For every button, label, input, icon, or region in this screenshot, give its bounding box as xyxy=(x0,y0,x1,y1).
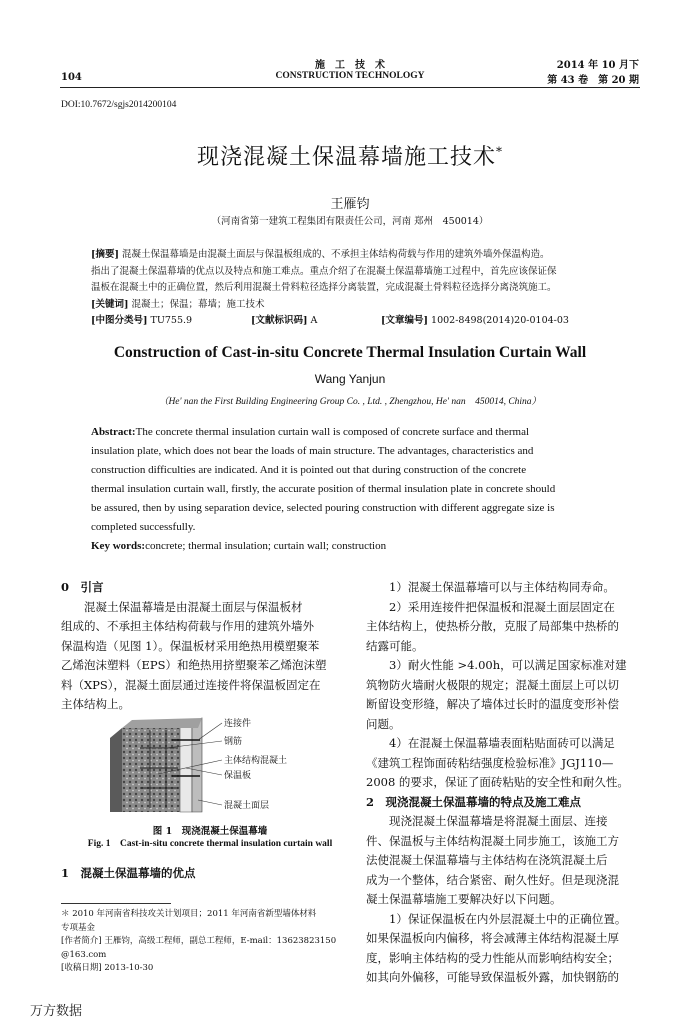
item-3: 3）耐火性能 >4.00h，可以满足国家标准对建 xyxy=(389,658,627,672)
doc-code-value: A xyxy=(310,315,318,326)
keywords-cn xyxy=(91,297,631,314)
paragraph-line: 现浇混凝土保温幕墙是将混凝土面层、连接 xyxy=(389,814,608,828)
abstract-en-line: thermal insulation curtain wall, firstly, the accurate position of thermal insulation plate in concrete should xyxy=(91,483,556,495)
section-1-heading: 1 混凝土保温幕墙的优点 xyxy=(61,866,196,880)
paragraph-line: 混凝土保温幕墙是由混凝土面层与保温板材 xyxy=(84,599,303,614)
figure-1-caption-en-text: Cast-in-situ concrete thermal insulation curtain wall xyxy=(119,839,333,849)
journal-name-en: CONSTRUCTION TECHNOLOGY xyxy=(275,71,425,81)
abstract-en-line: construction difficulties are indicated. And it is pointed out that during construction of the concrete xyxy=(91,464,527,476)
footnote-line: 专项基金 xyxy=(61,922,96,933)
item-3-cont: 问题。 xyxy=(366,716,401,731)
figure-label-facing: 混凝土面层 xyxy=(224,801,270,811)
title-footnote-mark: * xyxy=(496,144,503,159)
item-2-cont: 主体结构上，使热桥分散，克服了局部集中热桥的 xyxy=(366,619,619,633)
clc-label: [中图分类号] xyxy=(91,315,148,326)
paragraph-line: 度，影响主体结构的受力性能从而影响结构安全； xyxy=(366,950,619,965)
abstract-cn-line: 指出了混凝土保温幕墙的优点以及特点和施工难点。重点介绍了在混凝土保温幕墙施工过程中，首先应该保证保 xyxy=(91,265,557,277)
figure-1-drawing xyxy=(110,708,330,813)
keywords-en xyxy=(91,537,619,556)
volume-issue: 第 43 卷 第 20 期 xyxy=(547,75,639,86)
keywords-cn-text: 混凝土；保温；幕墙；施工技术 xyxy=(131,298,265,310)
figure-1-caption-en xyxy=(61,839,359,849)
keywords-en-label: Key words: xyxy=(91,540,146,552)
paragraph-line: 乙烯泡沫塑料（EPS）和绝热用挤塑聚苯乙烯泡沫塑 xyxy=(61,658,327,672)
abstract-cn-label: [摘要] xyxy=(91,249,119,260)
abstract-cn-line xyxy=(91,247,631,264)
paragraph-line: 料（XPS），混凝土面层通过连接件将保温板固定在 xyxy=(61,677,321,692)
paragraph-line: 如果保温板向内偏移，将会减薄主体结构混凝土厚 xyxy=(366,931,619,945)
classification-line xyxy=(91,313,631,330)
abstract-en-label: Abstract: xyxy=(91,426,136,438)
affiliation-en: （He' nan the First Building Engineering Group Co. , Ltd. , Zhengzhou, He' nan 450014, China） xyxy=(158,397,542,407)
footnote xyxy=(61,908,359,976)
abstract-cn-text: 混凝土保温幕墙是由混凝土面层与保温板组成的、不承担主体结构荷载与作用的建筑外墙外保温构造。 xyxy=(122,249,550,260)
abstract-en-line: insulation plate, which does not bear the loads of main structure. The advantages, characteristics and xyxy=(91,445,534,457)
section-2-heading: 2 现浇混凝土保温幕墙的特点及施工难点 xyxy=(366,794,581,809)
journal-name-cn: 施 工 技 术 xyxy=(315,60,385,71)
item-4: 4）在混凝土保温幕墙表面粘贴面砖可以满足 xyxy=(389,736,615,750)
left-column xyxy=(61,578,359,715)
footnote-rule xyxy=(61,903,171,904)
abstract-en xyxy=(91,423,619,556)
title-cn-text: 现浇混凝土保温幕墙施工技术 xyxy=(196,145,496,170)
paragraph-line: 成为一个整体，结合紧密、耐久性好。但是现浇混 xyxy=(366,872,619,887)
abstract-en-line xyxy=(91,423,619,442)
item-2-cont: 结露可能。 xyxy=(366,638,424,653)
figure-label-insulation: 保温板 xyxy=(224,771,252,781)
keywords-cn-label: [关键词] xyxy=(91,298,129,310)
title-en: Construction of Cast-in-situ Concrete Thermal Insulation Curtain Wall xyxy=(113,344,587,361)
section-0-heading: 0 引言 xyxy=(61,580,104,594)
abstract-en-line: completed successfully. xyxy=(91,521,196,533)
figure-wedge xyxy=(110,728,122,812)
abstract-en-text: The concrete thermal insulation curtain wall is composed of concrete surface and thermal xyxy=(135,426,530,438)
footnote-line: @163.com xyxy=(61,949,107,960)
figure-1-caption-en-label: Fig. 1 xyxy=(87,839,111,849)
item-2: 2）采用连接件把保温板和混凝土面层固定在 xyxy=(389,599,615,614)
author-cn: 王雁钧 xyxy=(330,197,370,212)
affiliation-cn: （河南省第一建筑工程集团有限责任公司，河南 郑州 450014） xyxy=(211,216,489,227)
header-rule xyxy=(60,87,640,88)
item-4-cont: 2008 的要求，保证了面砖粘贴的安全性和耐久性。 xyxy=(366,775,629,789)
right-column xyxy=(366,578,646,988)
footnote-line: [收稿日期] 2013-10-30 xyxy=(61,963,154,973)
paragraph-line: 法使混凝土保温幕墙与主体结构在浇筑混凝土后 xyxy=(366,853,608,867)
figure-1-caption-cn: 图 1 现浇混凝土保温幕墙 xyxy=(152,826,268,837)
doc-code-label: [文献标识码] xyxy=(251,315,308,326)
article-id-label: [文章编号] xyxy=(381,315,428,326)
issue-date: 2014 年 10 月下 xyxy=(556,60,639,71)
item-3-cont: 筑物防火墙耐火极限的规定；混凝土面层上可以切 xyxy=(366,677,619,692)
item-4-cont: 《建筑工程饰面砖粘结强度检验标准》JGJ110— xyxy=(366,755,614,770)
article-id-field xyxy=(381,313,569,330)
clc-field xyxy=(91,313,192,330)
author-en: Wang Yanjun xyxy=(314,372,386,386)
paragraph-line: 如其向外偏移，可能导致保温板外露，加快钢筋的 xyxy=(366,970,619,984)
abstract-cn-line: 温板在混凝土中的正确位置，然后利用混凝土骨料粒径选择分离装置，完成混凝土骨料粒径选择分离浇筑施工。 xyxy=(91,282,557,293)
doc-code-field xyxy=(251,313,317,330)
page-number: 104 xyxy=(61,72,82,83)
paragraph-line: 保温构造（见图 1）。保温板材采用绝热用模塑聚苯 xyxy=(61,638,320,653)
paragraph-line: 主体结构上。 xyxy=(61,697,130,711)
article-id-value: 1002-8498(2014)20-0104-03 xyxy=(431,315,569,326)
figure-1 xyxy=(110,708,330,813)
paragraph-line: 件、保温板与主体结构混凝土同步施工，该施工方 xyxy=(366,833,619,848)
figure-label-connector: 连接件 xyxy=(224,719,252,729)
watermark: 万方数据 xyxy=(30,1004,83,1019)
keywords-en-text: concrete; thermal insulation; curtain wall; construction xyxy=(145,540,387,552)
paragraph-line: 1）保证保温板在内外层混凝土中的正确位置。 xyxy=(389,911,627,926)
item-1: 1）混凝土保温幕墙可以与主体结构同寿命。 xyxy=(389,580,615,594)
title-cn xyxy=(0,140,700,171)
clc-value: TU755.9 xyxy=(150,315,193,326)
paragraph-line: 组成的、不承担主体结构荷载与作用的建筑外墙外 xyxy=(61,619,314,633)
abstract-en-line: be assured, then by using separation device, selected pouring construction with different aggregate size is xyxy=(91,502,555,514)
footnote-line: [作者简介] 王雁钧，高级工程师，副总工程师，E-mail：13623823150 xyxy=(61,936,337,946)
abstract-cn xyxy=(91,247,631,330)
item-3-cont: 断留设变形缝，解决了墙体过长时的温度变形补偿 xyxy=(366,697,619,711)
doi: DOI:10.7672/sgjs2014200104 xyxy=(61,100,177,110)
footnote-line: ＊ 2010 年河南省科技攻关计划项目；2011 年河南省新型墙体材料 xyxy=(61,909,317,919)
figure-label-main-concrete: 主体结构混凝土 xyxy=(224,756,288,766)
figure-label-rebar: 钢筋 xyxy=(224,737,243,747)
top-surface xyxy=(122,718,202,728)
paragraph-line: 凝土保温幕墙施工要解决好以下问题。 xyxy=(366,892,562,906)
